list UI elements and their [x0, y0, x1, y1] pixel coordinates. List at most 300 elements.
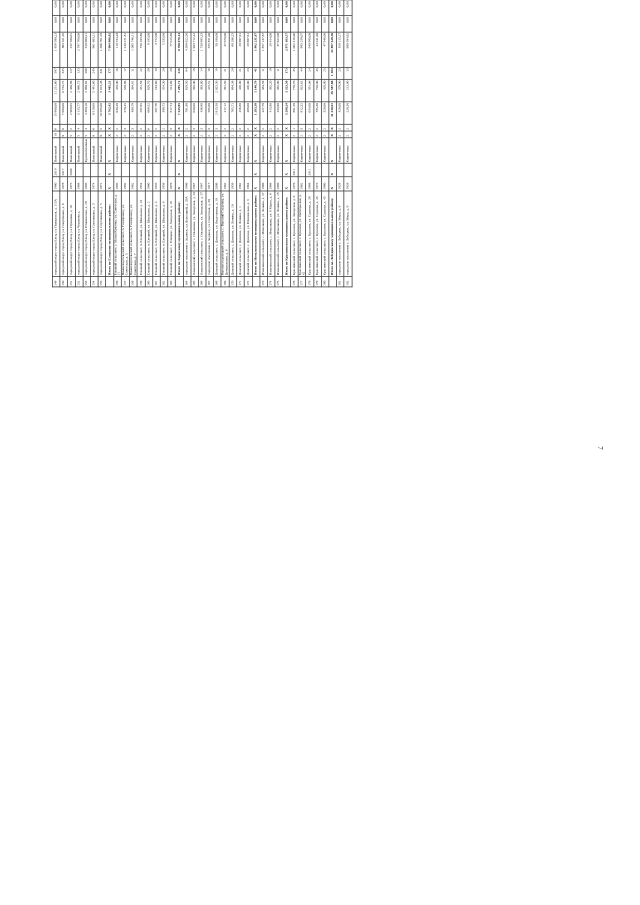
- table-cell: 0,00: [160, 16, 168, 32]
- table-cell: 0,00: [314, 0, 322, 16]
- table-cell: 0,00: [275, 16, 283, 32]
- table-cell: Кирпичные: [153, 138, 161, 164]
- table-cell: 415,51: [206, 80, 214, 102]
- table-cell: Кирпичные: [267, 138, 275, 164]
- table-cell: 2: [121, 131, 129, 138]
- table-body: [52, 0, 351, 287]
- table-cell: Кирпичные: [336, 138, 344, 164]
- table-cell: Кирпичные: [344, 138, 352, 164]
- table-cell: 392,20: [267, 80, 275, 102]
- table-cell: 0,00: [252, 0, 260, 16]
- table-cell: 228,38: [344, 102, 352, 124]
- table-cell: Кирпичные: [191, 138, 199, 164]
- table-cell: 0,00: [344, 0, 352, 16]
- table-cell: Кирпичные: [245, 138, 253, 164]
- table-cell: 1 384: [329, 67, 337, 79]
- table-cell: X: [106, 177, 114, 191]
- table-cell: [191, 164, 199, 177]
- table-cell: 2: [321, 131, 329, 138]
- table-cell: 0,00: [344, 16, 352, 32]
- table-cell: 177: [298, 276, 306, 286]
- table-cell: 538,80: [121, 80, 129, 102]
- table-cell: [113, 164, 121, 177]
- subtotal-row: [329, 0, 337, 287]
- table-row: [91, 0, 99, 287]
- table-cell: 9 185,00: [145, 32, 153, 67]
- table-cell: 409,78: [129, 102, 137, 124]
- table-cell: 0,00: [267, 16, 275, 32]
- table-row: [275, 0, 283, 287]
- table-cell: 391,50: [221, 80, 229, 102]
- table-cell: 335: [60, 67, 68, 79]
- table-cell: 23: [336, 67, 344, 79]
- table-cell: 0,00: [260, 0, 268, 16]
- table-cell: 0,00: [153, 16, 161, 32]
- table-row: [98, 0, 106, 287]
- table-row: [336, 0, 344, 287]
- table-cell: 0,00: [60, 0, 68, 16]
- table-cell: 2: [129, 131, 137, 138]
- table-cell: 0,00: [145, 16, 153, 32]
- table-cell: 1962: [298, 177, 306, 191]
- table-cell: 427,79: [260, 102, 268, 124]
- table-cell: [129, 164, 137, 177]
- table-cell: Кирпичные: [221, 138, 229, 164]
- table-cell: 35: [290, 67, 298, 79]
- table-cell: 127: [68, 67, 76, 79]
- table-cell: 881,58: [290, 102, 298, 124]
- table-cell: 0,00: [298, 0, 306, 16]
- table-cell: 961 603,21: [91, 32, 99, 67]
- table-cell: 37 070,00: [221, 32, 229, 67]
- table-cell: 162: [160, 276, 168, 286]
- table-cell: 21 897 428,30: [329, 32, 337, 67]
- table-cell: 18: [214, 67, 222, 79]
- table-cell: 3: [168, 124, 176, 131]
- table-cell: 2009: [214, 177, 222, 191]
- table-cell: 8 519,60: [91, 102, 99, 124]
- table-cell: Кирпичные: [206, 138, 214, 164]
- table-cell: 11: [260, 67, 268, 79]
- table-cell: 823,62: [298, 80, 306, 102]
- table-cell: 2: [275, 131, 283, 138]
- table-cell: 701,80: [183, 102, 191, 124]
- table-cell: 68 296,25: [229, 32, 237, 67]
- table-cell: [245, 164, 253, 177]
- table-cell: Панельный: [91, 138, 99, 164]
- table-cell: 155: [98, 276, 106, 286]
- table-cell: 2: [145, 131, 153, 138]
- table-cell: 25: [321, 67, 329, 79]
- table-cell: 0,00: [129, 16, 137, 32]
- table-cell: X: [283, 124, 291, 131]
- table-cell: X: [106, 124, 114, 131]
- table-cell: 0,00: [221, 0, 229, 16]
- table-cell: 634,00: [306, 102, 314, 124]
- table-cell: 21: [221, 67, 229, 79]
- table-cell: 11 251,60: [52, 80, 60, 102]
- table-cell: 0,00: [145, 0, 153, 16]
- table-cell: Кирпичные: [260, 138, 268, 164]
- table-cell: X: [252, 164, 260, 177]
- table-cell: 0,00: [314, 16, 322, 32]
- table-cell: городской округ город Елец, ул. Черокова д.: [75, 191, 83, 277]
- table-cell: 364,81: [129, 80, 137, 102]
- table-cell: Кирпичные: [183, 138, 191, 164]
- table-cell: 1973: [314, 177, 322, 191]
- table-cell: 0,00: [153, 0, 161, 16]
- table-cell: 5: [68, 131, 76, 138]
- table-cell: 0,00: [106, 0, 114, 16]
- table-cell: 426,00: [237, 80, 245, 102]
- table-cell: 3 155,77: [75, 102, 83, 124]
- table-row: [298, 0, 306, 287]
- table-cell: 0,00: [283, 0, 291, 16]
- table-cell: 0,00: [121, 0, 129, 16]
- table-cell: X: [329, 124, 337, 131]
- table-cell: 164: [183, 276, 191, 286]
- table-cell: 153: [83, 276, 91, 286]
- table-cell: X: [252, 177, 260, 191]
- table-cell: городской округ город Елец, ул. Юношеская, д. 28: [83, 191, 91, 277]
- table-cell: 3: [129, 124, 137, 131]
- table-cell: 1966: [260, 177, 268, 191]
- table-cell: 393,00: [198, 80, 206, 102]
- table-cell: Верхнестуденецкий сельсовет, с. Верхний Студенец, ул. Центральная, д. 6: [221, 191, 229, 277]
- table-cell: Кирпичные: [275, 138, 283, 164]
- table-cell: 2 787 760,00: [75, 32, 83, 67]
- table-cell: 0,00: [214, 0, 222, 16]
- table-cell: 9 913,48: [98, 80, 106, 102]
- table-cell: 0,00: [329, 0, 337, 16]
- table-row: [145, 0, 153, 287]
- table-cell: 420,00: [336, 102, 344, 124]
- table-cell: 44 341,00: [314, 32, 322, 67]
- table-cell: Ольшанский сельсовет, с. Ольшанка, ул. Заводская, д. 33: [191, 191, 199, 277]
- table-cell: 175: [275, 276, 283, 286]
- table-cell: 597: [52, 67, 60, 79]
- table-cell: городское поселение г. Лебедянь, ул. Мира, д. 9: [344, 191, 352, 277]
- table-cell: 0,00: [91, 16, 99, 32]
- table-cell: [344, 164, 352, 177]
- table-cell: 378,00: [336, 80, 344, 102]
- table-cell: Краснинский сельсовет, с. Красное, ул. Октябрьская, д. 42: [298, 191, 306, 277]
- table-cell: 669,52: [145, 102, 153, 124]
- table-cell: 2: [306, 131, 314, 138]
- table-row: [129, 0, 137, 287]
- table-cell: 2 971 103,57: [283, 32, 291, 67]
- table-cell: 29 454,00: [267, 32, 275, 67]
- table-cell: [214, 164, 222, 177]
- table-cell: 0,00: [91, 0, 99, 16]
- table-cell: 0,00: [336, 16, 344, 32]
- table-cell: [91, 164, 99, 177]
- table-cell: [168, 164, 176, 177]
- table-row: [237, 0, 245, 287]
- table-cell: 39: [145, 67, 153, 79]
- table-cell: 0,00: [168, 16, 176, 32]
- table-cell: 0,00: [198, 16, 206, 32]
- table-cell: 1928: [336, 177, 344, 191]
- table-cell: городское поселение г. Задонск, ул. Советская, д. 30: [206, 191, 214, 277]
- table-cell: 0,00: [198, 0, 206, 16]
- table-row: [68, 0, 76, 287]
- table-cell: Измалковский сельсовет, с. Измалково, ул. 8 Марта, д. 6: [267, 191, 275, 277]
- table-cell: 2: [221, 131, 229, 138]
- table-cell: 1964: [245, 177, 253, 191]
- table-cell: Елецкий сельсовет, п. Елецкий, ул. Школьная, д. 2: [145, 191, 153, 277]
- table-cell: Елецкий сельсовет, с. Елецкое, ул. Заводская, д. 16: [168, 191, 176, 277]
- table-cell: 24: [306, 67, 314, 79]
- table-cell: 2 969,82: [83, 80, 91, 102]
- table-cell: 2 469,96: [68, 80, 76, 102]
- table-cell: 2: [314, 124, 322, 131]
- table-cell: 1 249 271,81: [121, 32, 129, 67]
- table-cell: [329, 276, 337, 286]
- table-cell: 168: [214, 276, 222, 286]
- housing-register-table: [52, 0, 352, 287]
- table-cell: 178: [306, 276, 314, 286]
- table-cell: 595,00: [206, 102, 214, 124]
- table-cell: 0,00: [290, 0, 298, 16]
- table-cell: 720,00: [314, 80, 322, 102]
- table-cell: [298, 164, 306, 177]
- table-cell: 1959: [229, 177, 237, 191]
- table-row: [160, 0, 168, 287]
- table-cell: [283, 276, 291, 286]
- table-row: [306, 0, 314, 287]
- table-cell: 5: [98, 124, 106, 131]
- table-cell: 45: [314, 67, 322, 79]
- table-cell: 154: [91, 276, 99, 286]
- table-cell: Крупноблочные: [83, 138, 91, 164]
- table-cell: Кирпичные: [121, 138, 129, 164]
- subtotal-row: [106, 0, 114, 287]
- table-cell: 149: [52, 276, 60, 286]
- table-cell: 2: [191, 131, 199, 138]
- table-cell: Елецкий сельсовет, п. Елецкий, ул. Школьная, д. 6: [160, 191, 168, 277]
- table-cell: 5: [83, 131, 91, 138]
- table-cell: 15 880,00: [52, 102, 60, 124]
- table-cell: 29 687,61: [245, 32, 253, 67]
- table-cell: 37 622,00: [275, 32, 283, 67]
- table-cell: Краснинский сельсовет, с. Красное, ул. Садовая, д. 45: [321, 191, 329, 277]
- table-cell: 314,09: [168, 80, 176, 102]
- subtotal-row: [252, 0, 260, 287]
- table-cell: 158: [129, 276, 137, 286]
- table-cell: Кирпичные: [214, 138, 222, 164]
- table-cell: X: [252, 124, 260, 131]
- table-cell: 2: [229, 124, 237, 131]
- table-cell: 0,00: [68, 0, 76, 16]
- table-cell: 1967: [191, 177, 199, 191]
- table-cell: 2: [306, 124, 314, 131]
- table-cell: X: [329, 177, 337, 191]
- table-cell: 41 230,61: [329, 102, 337, 124]
- table-cell: 165: [191, 276, 199, 286]
- table-cell: X: [283, 177, 291, 191]
- table-cell: 0,00: [121, 16, 129, 32]
- table-cell: 1968: [306, 177, 314, 191]
- table-cell: X: [329, 164, 337, 177]
- table-cell: X: [175, 131, 183, 138]
- table-cell: городской округ город Елец, ул. Пушкина, д. 10: [68, 191, 76, 277]
- table-cell: 10: [52, 131, 60, 138]
- table-cell: 1982: [121, 177, 129, 191]
- table-cell: 2: [267, 131, 275, 138]
- table-cell: [252, 276, 260, 286]
- table-cell: [160, 164, 168, 177]
- table-cell: 0,00: [68, 16, 76, 32]
- table-cell: 267,76: [153, 102, 161, 124]
- table-cell: Итого по Задонскому муниципальному району:: [175, 191, 183, 277]
- table-cell: 812,32: [298, 102, 306, 124]
- table-cell: 213,80: [344, 80, 352, 102]
- table-cell: 243,60: [153, 80, 161, 102]
- table-cell: 426,00: [245, 80, 253, 102]
- table-row: [206, 0, 214, 287]
- table-cell: 44: [298, 67, 306, 79]
- table-cell: 2: [214, 131, 222, 138]
- table-cell: 0,00: [321, 16, 329, 32]
- table-cell: 0,00: [129, 0, 137, 16]
- table-cell: 640 980,00: [306, 32, 314, 67]
- table-cell: 0,00: [275, 0, 283, 16]
- table-cell: Кирпичные: [168, 138, 176, 164]
- table-cell: 2: [137, 131, 145, 138]
- table-cell: 0,00: [306, 0, 314, 16]
- table-cell: 520 900,21: [83, 32, 91, 67]
- table-cell: Нижневоргольский сельсовет, п. Газопровод, ул. Советская, д. 7: [129, 191, 137, 277]
- table-cell: 2 025,50: [214, 80, 222, 102]
- table-cell: 248: [91, 67, 99, 79]
- table-cell: 179: [314, 276, 322, 286]
- table-cell: 351,59: [137, 80, 145, 102]
- table-cell: 1956: [160, 177, 168, 191]
- table-cell: 0,00: [83, 0, 91, 16]
- table-cell: X: [329, 131, 337, 138]
- table-cell: 331: [98, 67, 106, 79]
- table-cell: Панельный: [60, 138, 68, 164]
- table-cell: 0,00: [298, 16, 306, 32]
- table-row: [183, 0, 191, 287]
- table-cell: 182: [344, 276, 352, 286]
- table-cell: 5: [75, 131, 83, 138]
- table-cell: 1985: [113, 177, 121, 191]
- table-cell: 297,85: [137, 102, 145, 124]
- table-cell: 11: [129, 67, 137, 79]
- table-cell: 2: [113, 124, 121, 131]
- table-cell: 2: [183, 131, 191, 138]
- table-cell: 1962: [129, 177, 137, 191]
- table-cell: 18: [191, 67, 199, 79]
- table-cell: 458,00: [113, 80, 121, 102]
- table-cell: 11: [275, 67, 283, 79]
- table-cell: 436,90: [198, 102, 206, 124]
- table-cell: [145, 164, 153, 177]
- table-cell: [321, 164, 329, 177]
- table-row: [75, 0, 83, 287]
- table-cell: 354,30: [160, 80, 168, 102]
- table-cell: 1928: [344, 177, 352, 191]
- table-cell: 3: [206, 124, 214, 131]
- table-cell: 1 306 761,28: [98, 32, 106, 67]
- table-cell: [206, 164, 214, 177]
- table-cell: Нижневоргольский сельсовет, п. Газопровод, ул. Советская, д. 5: [121, 191, 129, 277]
- table-cell: 7 080,00: [60, 102, 68, 124]
- table-cell: X: [175, 177, 183, 191]
- table-cell: 170: [229, 276, 237, 286]
- table-cell: 1980: [52, 177, 60, 191]
- table-cell: 0,00: [252, 16, 260, 32]
- table-cell: 180: [321, 276, 329, 286]
- table-cell: Донской сельсовет, с. Донское, ул. Юношеская, д. 3: [245, 191, 253, 277]
- table-cell: 0,00: [52, 16, 60, 32]
- table-cell: 1 962 231,87: [252, 32, 260, 67]
- table-cell: 2: [344, 124, 352, 131]
- table-cell: городское поселение г. Задонск, ул. Бурсацкой, д. 33А: [183, 191, 191, 277]
- table-cell: 10 585,00: [98, 102, 106, 124]
- table-cell: 591,06: [306, 80, 314, 102]
- table-cell: Панельный: [52, 138, 60, 164]
- table-cell: 156: [113, 276, 121, 286]
- table-cell: 133: [75, 67, 83, 79]
- table-cell: 1917: [206, 177, 214, 191]
- table-cell: [75, 164, 83, 177]
- table-cell: 2: [321, 124, 329, 131]
- table-cell: 0,00: [98, 16, 106, 32]
- table-cell: Донской сельсовет, с. Донское, ул. Ленина, д. 10: [229, 191, 237, 277]
- table-cell: 150: [60, 276, 68, 286]
- table-cell: 6: [91, 124, 99, 131]
- table-cell: 0,00: [137, 0, 145, 16]
- table-cell: 750 105,80: [137, 32, 145, 67]
- table-cell: городской округ город Елец, ул. Спортивная, д. 6: [60, 191, 68, 277]
- table-cell: Кирпичные: [129, 138, 137, 164]
- table-cell: 1 857 137,87: [260, 32, 268, 67]
- table-cell: 152: [75, 276, 83, 286]
- table-cell: 1967: [198, 177, 206, 191]
- table-cell: 2: [260, 131, 268, 138]
- table-row: [52, 0, 60, 287]
- table-cell: 0,00: [106, 16, 114, 32]
- table-cell: городской округ город Елец, ул. Спутникова, д. 5: [98, 191, 106, 277]
- table-cell: 3: [121, 124, 129, 131]
- table-cell: 1 085 746,11: [129, 32, 137, 67]
- table-cell: 3 298,24: [283, 102, 291, 124]
- table-cell: 0,00: [168, 0, 176, 16]
- table-cell: 94: [183, 67, 191, 79]
- table-cell: 2: [344, 131, 352, 138]
- table-cell: 0,00: [221, 16, 229, 32]
- table-row: [83, 0, 91, 287]
- table-cell: 0,00: [229, 16, 237, 32]
- table-cell: 0,00: [160, 0, 168, 16]
- table-cell: 161: [153, 276, 161, 286]
- subtotal-row: [283, 0, 291, 287]
- table-cell: X: [106, 131, 114, 138]
- table-row: [191, 0, 199, 287]
- table-row: [153, 0, 161, 287]
- table-cell: 1971: [98, 177, 106, 191]
- table-cell: Кирпичные: [290, 138, 298, 164]
- table-cell: 157: [121, 276, 129, 286]
- table-cell: 417,12: [221, 102, 229, 124]
- table-cell: 2: [153, 131, 161, 138]
- table-cell: 1976: [290, 177, 298, 191]
- table-cell: 22: [137, 67, 145, 79]
- table-cell: 7 094 986,02: [106, 32, 114, 67]
